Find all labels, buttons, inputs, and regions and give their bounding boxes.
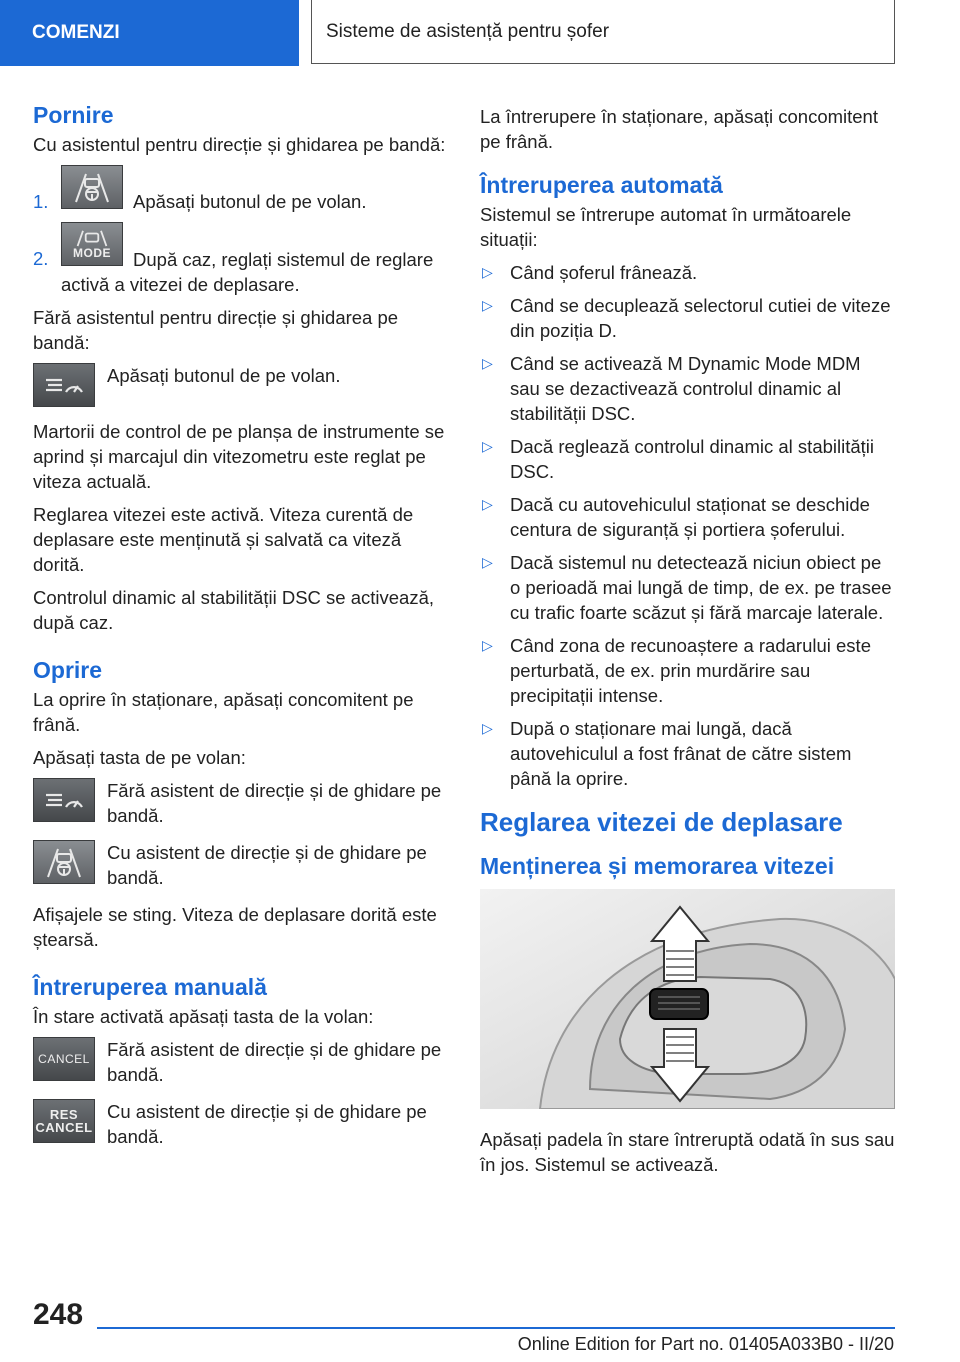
- list-item: ▷ După o staționare mai lungă, dacă autovehiculul a fost frânat de către sistem până la oprire.: [482, 718, 852, 789]
- triangle-bullet-icon: ▷: [482, 297, 493, 313]
- manual-p1: În stare activată apăsați tasta de la volan:: [33, 1006, 374, 1027]
- stop-p1: La oprire în staționare, apăsați concomitent pe frână.: [33, 689, 414, 735]
- list-item: ▷ Dacă sistemul nu detectează niciun obiect pe o perioadă mai lungă de timp, de ex. pe trasee cu trafic foarte scăzut și fără marcaje laterale.: [482, 552, 892, 623]
- triangle-bullet-icon: ▷: [482, 496, 493, 512]
- auto-conditions-list: [480, 260, 895, 791]
- heading-stop: Oprire: [33, 657, 103, 683]
- right-p0: La întrerupere în staționare, apăsați concomitent pe frână.: [480, 106, 878, 152]
- stop-option-2: [33, 840, 447, 890]
- step-number: 1.: [33, 191, 49, 212]
- car-icon: [70, 229, 114, 247]
- start-p1: Martorii de control de pe planșa de instrumente se aprind și marcajul din vitezometru este reglat pe viteza actuală.: [33, 421, 445, 492]
- footer-edition: Online Edition for Part no. 01405A033B0 - II/20: [517, 1334, 894, 1354]
- list-item: ▷ Dacă cu autovehiculul staționat se deschide centura de siguranță și portiera șoferului.: [482, 494, 870, 540]
- list-item: ▷ Când șoferul frânează.: [482, 262, 698, 283]
- triangle-bullet-icon: ▷: [482, 438, 493, 454]
- list-item: ▷ Când se decuplează selectorul cutiei de viteze din poziția D.: [482, 295, 891, 341]
- left-column: [33, 100, 447, 1161]
- speed-caption: Apăsați padela în stare întreruptă odată în sus sau în jos. Sistemul se activează.: [480, 1129, 895, 1175]
- list-item: ▷ Când se activează M Dynamic Mode MDM sau se dezactivează controlul dinamic al stabilității DSC.: [482, 353, 861, 424]
- triangle-bullet-icon: ▷: [482, 637, 493, 653]
- lane-assist-icon: [42, 845, 86, 879]
- res-cancel-label: CANCEL: [35, 1120, 93, 1135]
- mode-button-icon: [61, 222, 123, 266]
- heading-auto: Întreruperea automată: [480, 172, 723, 198]
- steering-wheel-paddle-illustration: [480, 889, 895, 1109]
- cruise-control-icon: [33, 363, 95, 407]
- list-item: ▷ Când zona de recunoaștere a radarului este perturbată, de ex. prin murdărire sau precipitații intense.: [482, 635, 871, 706]
- lane-assist-icon: [70, 170, 114, 204]
- cruise-button-row: [33, 363, 447, 407]
- step-2-text: După caz, reglați sistemul de reglare activă a vitezei de deplasare.: [61, 249, 434, 295]
- option-text: Fără asistent de direcție și de ghidare pe bandă.: [107, 780, 442, 826]
- press-text: Apăsați butonul de pe volan.: [107, 365, 341, 386]
- mode-label: MODE: [73, 245, 111, 260]
- heading-speed: Reglarea vitezei de deplasare: [480, 807, 843, 837]
- start-intro2: Fără asistentul pentru direcție și ghidarea pe bandă:: [33, 307, 399, 353]
- triangle-bullet-icon: ▷: [482, 720, 493, 736]
- stop-option-1: [33, 778, 447, 828]
- heading-manual: Întreruperea manuală: [33, 974, 267, 1000]
- subheading-speed: Menținerea și memorarea vitezei: [480, 853, 835, 879]
- heading-start: Pornire: [33, 102, 114, 128]
- section-tab: COMENZI: [0, 0, 299, 66]
- auto-intro: Sistemul se întrerupe automat în următoarele situații:: [480, 204, 852, 250]
- manual-option-2: [33, 1099, 447, 1149]
- page-number: 248: [33, 1298, 84, 1331]
- start-p3: Controlul dinamic al stabilității DSC se activează, după caz.: [33, 587, 435, 633]
- right-column: [480, 104, 895, 1185]
- lane-assist-button-icon: [61, 165, 123, 209]
- cancel-label: CANCEL: [38, 1051, 90, 1066]
- option-text: Fără asistent de direcție și de ghidare pe bandă.: [107, 1039, 442, 1085]
- stop-p2: Apăsați tasta de pe volan:: [33, 747, 246, 768]
- footer-rule: [97, 1327, 895, 1329]
- option-text: Cu asistent de direcție și de ghidare pe bandă.: [107, 1101, 427, 1147]
- triangle-bullet-icon: ▷: [482, 554, 493, 570]
- chapter-title: Sisteme de asistență pentru șofer: [311, 0, 895, 64]
- res-cancel-button-icon: [33, 1099, 95, 1143]
- cancel-button-icon: [33, 1037, 95, 1081]
- start-p2: Reglarea vitezei este activă. Viteza curentă de deplasare este menținută și salvată ca viteză dorită.: [33, 504, 414, 575]
- res-label: RES: [49, 1107, 79, 1122]
- triangle-bullet-icon: ▷: [482, 264, 493, 280]
- list-item: ▷ Dacă reglează controlul dinamic al stabilității DSC.: [482, 436, 875, 482]
- step-text: Apăsați butonul de pe volan.: [133, 191, 367, 212]
- step-1: [33, 165, 447, 214]
- step-number: 2.: [33, 248, 49, 269]
- manual-option-1: [33, 1037, 447, 1087]
- start-intro: Cu asistentul pentru direcție și ghidarea pe bandă:: [33, 134, 446, 155]
- option-text: Cu asistent de direcție și de ghidare pe bandă.: [107, 842, 427, 888]
- cruise-control-icon: [33, 778, 95, 822]
- triangle-bullet-icon: ▷: [482, 355, 493, 371]
- lane-assist-button-icon: [33, 840, 95, 884]
- stop-p3: Afișajele se sting. Viteza de deplasare dorită este ștearsă.: [33, 904, 437, 950]
